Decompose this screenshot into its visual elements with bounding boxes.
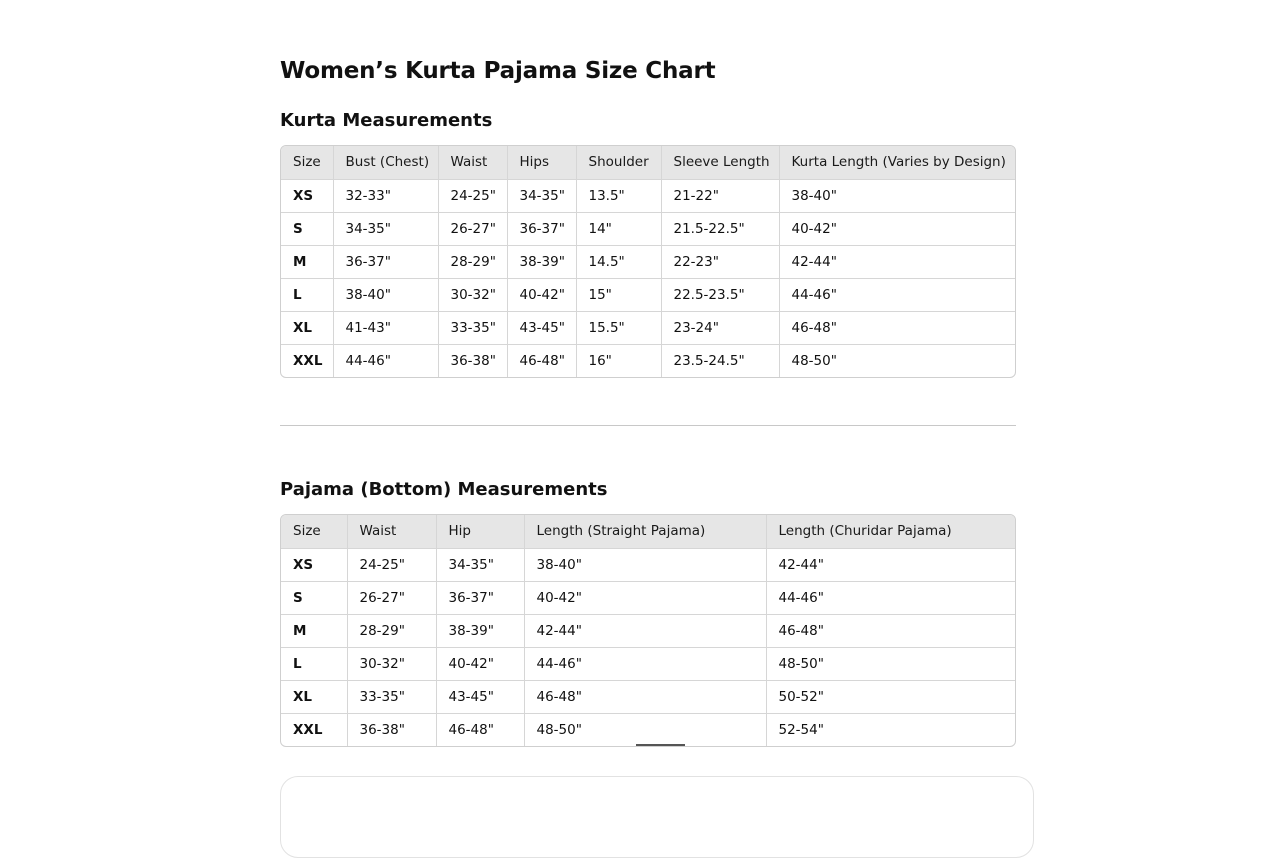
measurement-cell: 23-24" [661,311,779,344]
measurement-cell: 22.5-23.5" [661,278,779,311]
section-divider [280,425,1016,426]
kurta-section-heading: Kurta Measurements [280,110,493,131]
pajama-column-header: Size [281,515,347,548]
measurement-cell: 33-35" [347,680,436,713]
measurement-cell: 36-37" [333,245,438,278]
size-cell: XL [281,311,333,344]
measurement-cell: 33-35" [438,311,507,344]
measurement-cell: 28-29" [347,614,436,647]
table-row [281,212,1015,245]
measurement-cell: 14" [576,212,661,245]
pajama-column-header: Waist [347,515,436,548]
measurement-cell: 46-48" [507,344,576,377]
measurement-cell: 44-46" [333,344,438,377]
measurement-cell: 38-40" [333,278,438,311]
measurement-cell: 36-38" [438,344,507,377]
pajama-table [281,515,1015,746]
measurement-cell: 28-29" [438,245,507,278]
measurement-cell: 24-25" [438,179,507,212]
measurement-cell: 42-44" [766,548,1015,581]
measurement-cell: 42-44" [524,614,766,647]
kurta-column-header: Sleeve Length [661,146,779,179]
size-cell: XS [281,179,333,212]
measurement-cell: 34-35" [436,548,524,581]
measurement-cell: 38-39" [507,245,576,278]
measurement-cell: 46-48" [524,680,766,713]
kurta-table-container [280,145,1016,378]
kurta-column-header: Bust (Chest) [333,146,438,179]
kurta-column-header: Waist [438,146,507,179]
measurement-cell: 48-50" [524,713,766,746]
size-cell: XXL [281,713,347,746]
measurement-cell: 36-37" [436,581,524,614]
measurement-cell: 13.5" [576,179,661,212]
kurta-column-header: Hips [507,146,576,179]
measurement-cell: 50-52" [766,680,1015,713]
size-cell: S [281,212,333,245]
measurement-cell: 40-42" [507,278,576,311]
measurement-cell: 41-43" [333,311,438,344]
size-cell: L [281,278,333,311]
table-row [281,344,1015,377]
table-row [281,245,1015,278]
measurement-cell: 44-46" [524,647,766,680]
size-cell: XXL [281,344,333,377]
measurement-cell: 48-50" [766,647,1015,680]
table-row [281,647,1015,680]
pajama-column-header: Hip [436,515,524,548]
measurement-cell: 43-45" [436,680,524,713]
kurta-column-header: Shoulder [576,146,661,179]
measurement-cell: 46-48" [766,614,1015,647]
measurement-cell: 36-38" [347,713,436,746]
pajama-header-row [281,515,1015,548]
kurta-header-row [281,146,1015,179]
size-cell: M [281,245,333,278]
measurement-cell: 52-54" [778,721,824,738]
table-row [281,278,1015,311]
measurement-cell: 40-42" [436,647,524,680]
measurement-cell: 21-22" [661,179,779,212]
measurement-cell: 26-27" [347,581,436,614]
measurement-cell: 32-33" [333,179,438,212]
size-cell: M [281,614,347,647]
measurement-cell: 14.5" [576,245,661,278]
measurement-cell: 26-27" [438,212,507,245]
measurement-cell: 22-23" [661,245,779,278]
measurement-cell: 40-42" [524,581,766,614]
measurement-cell: 42-44" [779,245,1015,278]
measurement-cell: 30-32" [438,278,507,311]
measurement-cell: 15.5" [576,311,661,344]
pajama-column-header: Length (Straight Pajama) [524,515,766,548]
measurement-cell: 24-25" [347,548,436,581]
measurement-cell: 38-39" [436,614,524,647]
size-cell: XS [281,548,347,581]
measurement-cell: 44-46" [766,581,1015,614]
table-row [281,548,1015,581]
measurement-cell: 48-50" [791,352,837,369]
measurement-cell: 43-45" [507,311,576,344]
measurement-cell: 15" [576,278,661,311]
size-cell: S [281,581,347,614]
measurement-cell: 46-48" [779,311,1015,344]
table-row [281,680,1015,713]
page-title: Women’s Kurta Pajama Size Chart [280,58,716,84]
measurement-cell: 36-37" [507,212,576,245]
measurement-cell: 30-32" [347,647,436,680]
measurement-cell: 46-48" [436,713,524,746]
size-cell: L [281,647,347,680]
pajama-column-header: Length (Churidar Pajama) [766,515,1015,548]
measurement-cell: 40-42" [779,212,1015,245]
table-row [281,311,1015,344]
horizontal-scrollbar-thumb[interactable] [636,744,685,746]
measurement-cell: 34-35" [507,179,576,212]
pajama-section-heading: Pajama (Bottom) Measurements [280,479,608,500]
table-row [281,179,1015,212]
measurement-cell: 16" [576,344,661,377]
kurta-table [281,146,1015,377]
pajama-table-container [280,514,1016,747]
measurement-cell: 23.5-24.5" [661,344,779,377]
measurement-cell: 44-46" [779,278,1015,311]
measurement-cell: 21.5-22.5" [661,212,779,245]
kurta-column-header: Size [281,146,333,179]
kurta-column-header: Kurta Length (Varies by Design) [779,146,1015,179]
next-section-card [280,776,1034,858]
size-cell: XL [281,680,347,713]
table-row [281,581,1015,614]
table-row [281,713,1015,746]
table-row [281,614,1015,647]
measurement-cell: 34-35" [333,212,438,245]
measurement-cell: 38-40" [524,548,766,581]
measurement-cell: 38-40" [779,179,1015,212]
